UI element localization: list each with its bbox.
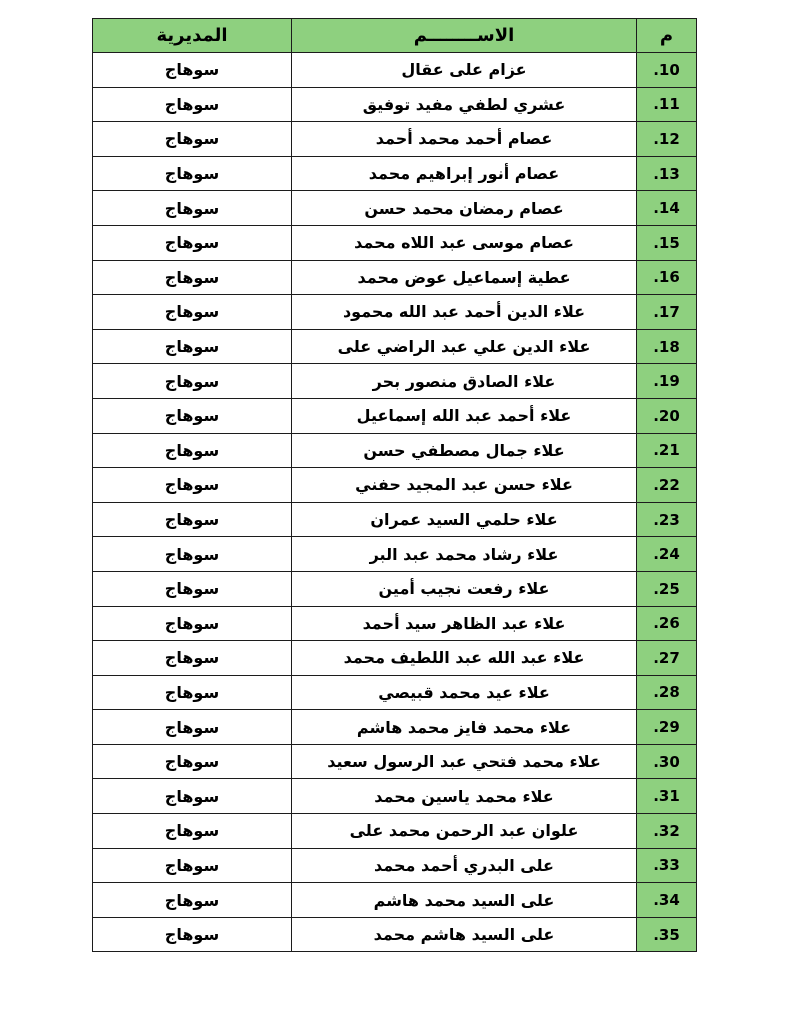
row-directorate-cell: سوهاج [93, 122, 292, 157]
header-name: الاســــــــم [292, 19, 637, 53]
row-directorate-cell: سوهاج [93, 53, 292, 88]
table-row [93, 502, 697, 537]
row-name-cell: عصام موسى عبد اللاه محمد [292, 225, 637, 260]
table-row [93, 537, 697, 572]
header-number: م [637, 19, 697, 53]
row-name-cell: على السيد هاشم محمد [292, 917, 637, 952]
row-directorate-cell: سوهاج [93, 260, 292, 295]
table-row [93, 433, 697, 468]
row-directorate-cell: سوهاج [93, 191, 292, 226]
row-directorate-cell: سوهاج [93, 537, 292, 572]
table-row [93, 675, 697, 710]
names-table [92, 18, 697, 952]
table-row [93, 814, 697, 849]
table-row [93, 329, 697, 364]
row-name-cell: علوان عبد الرحمن محمد على [292, 814, 637, 849]
row-name-cell: علاء أحمد عبد الله إسماعيل [292, 398, 637, 433]
table-row [93, 571, 697, 606]
row-number-cell: 16. [637, 260, 697, 295]
row-name-cell: علاء رشاد محمد عبد البر [292, 537, 637, 572]
table-row [93, 641, 697, 676]
table-row [93, 398, 697, 433]
table-header-row [93, 19, 697, 53]
row-number-cell: 33. [637, 848, 697, 883]
row-directorate-cell: سوهاج [93, 398, 292, 433]
row-name-cell: علاء عبد الله عبد اللطيف محمد [292, 641, 637, 676]
row-name-cell: علاء الدين علي عبد الراضي على [292, 329, 637, 364]
row-name-cell: علاء عيد محمد قبيصي [292, 675, 637, 710]
row-directorate-cell: سوهاج [93, 433, 292, 468]
row-name-cell: عزام على عقال [292, 53, 637, 88]
row-directorate-cell: سوهاج [93, 225, 292, 260]
row-directorate-cell: سوهاج [93, 675, 292, 710]
row-number-cell: 15. [637, 225, 697, 260]
row-name-cell: علاء محمد ياسين محمد [292, 779, 637, 814]
row-name-cell: علاء محمد فايز محمد هاشم [292, 710, 637, 745]
row-name-cell: علاء حسن عبد المجيد حفني [292, 468, 637, 503]
row-directorate-cell: سوهاج [93, 295, 292, 330]
row-number-cell: 21. [637, 433, 697, 468]
row-number-cell: 10. [637, 53, 697, 88]
row-number-cell: 23. [637, 502, 697, 537]
row-number-cell: 30. [637, 744, 697, 779]
row-name-cell: علاء حلمي السيد عمران [292, 502, 637, 537]
table-row [93, 883, 697, 918]
row-number-cell: 13. [637, 156, 697, 191]
row-name-cell: عصام أحمد محمد أحمد [292, 122, 637, 157]
row-number-cell: 31. [637, 779, 697, 814]
table-row [93, 744, 697, 779]
row-number-cell: 22. [637, 468, 697, 503]
table-row [93, 156, 697, 191]
row-directorate-cell: سوهاج [93, 710, 292, 745]
table-row [93, 779, 697, 814]
row-number-cell: 11. [637, 87, 697, 122]
row-directorate-cell: سوهاج [93, 571, 292, 606]
row-name-cell: علاء جمال مصطفي حسن [292, 433, 637, 468]
table-row [93, 260, 697, 295]
row-name-cell: عطية إسماعيل عوض محمد [292, 260, 637, 295]
row-directorate-cell: سوهاج [93, 364, 292, 399]
table-row [93, 710, 697, 745]
row-number-cell: 14. [637, 191, 697, 226]
row-number-cell: 25. [637, 571, 697, 606]
row-directorate-cell: سوهاج [93, 779, 292, 814]
table-row [93, 53, 697, 88]
row-name-cell: علاء الصادق منصور بحر [292, 364, 637, 399]
row-number-cell: 26. [637, 606, 697, 641]
table-row [93, 468, 697, 503]
table-row [93, 917, 697, 952]
row-name-cell: علاء عبد الظاهر سيد أحمد [292, 606, 637, 641]
row-number-cell: 29. [637, 710, 697, 745]
row-name-cell: علاء الدين أحمد عبد الله محمود [292, 295, 637, 330]
table-row [93, 87, 697, 122]
row-number-cell: 35. [637, 917, 697, 952]
row-number-cell: 19. [637, 364, 697, 399]
row-directorate-cell: سوهاج [93, 606, 292, 641]
table-row [93, 295, 697, 330]
row-directorate-cell: سوهاج [93, 641, 292, 676]
row-number-cell: 24. [637, 537, 697, 572]
row-directorate-cell: سوهاج [93, 329, 292, 364]
header-directorate: المديرية [93, 19, 292, 53]
row-number-cell: 27. [637, 641, 697, 676]
row-directorate-cell: سوهاج [93, 156, 292, 191]
row-directorate-cell: سوهاج [93, 744, 292, 779]
row-number-cell: 18. [637, 329, 697, 364]
row-number-cell: 34. [637, 883, 697, 918]
table-row [93, 606, 697, 641]
row-directorate-cell: سوهاج [93, 87, 292, 122]
row-directorate-cell: سوهاج [93, 917, 292, 952]
row-name-cell: على البدري أحمد محمد [292, 848, 637, 883]
row-directorate-cell: سوهاج [93, 502, 292, 537]
row-name-cell: علاء محمد فتحي عبد الرسول سعيد [292, 744, 637, 779]
row-number-cell: 20. [637, 398, 697, 433]
row-directorate-cell: سوهاج [93, 814, 292, 849]
row-directorate-cell: سوهاج [93, 848, 292, 883]
row-number-cell: 12. [637, 122, 697, 157]
table-row [93, 122, 697, 157]
row-name-cell: علاء رفعت نجيب أمين [292, 571, 637, 606]
row-name-cell: على السيد محمد هاشم [292, 883, 637, 918]
table-row [93, 364, 697, 399]
row-name-cell: عصام رمضان محمد حسن [292, 191, 637, 226]
row-name-cell: عصام أنور إبراهيم محمد [292, 156, 637, 191]
table-body [93, 53, 697, 952]
row-directorate-cell: سوهاج [93, 468, 292, 503]
table-row [93, 848, 697, 883]
table-row [93, 191, 697, 226]
row-number-cell: 28. [637, 675, 697, 710]
row-number-cell: 17. [637, 295, 697, 330]
table-row [93, 225, 697, 260]
row-name-cell: عشري لطفي مفيد توفيق [292, 87, 637, 122]
row-number-cell: 32. [637, 814, 697, 849]
row-directorate-cell: سوهاج [93, 883, 292, 918]
